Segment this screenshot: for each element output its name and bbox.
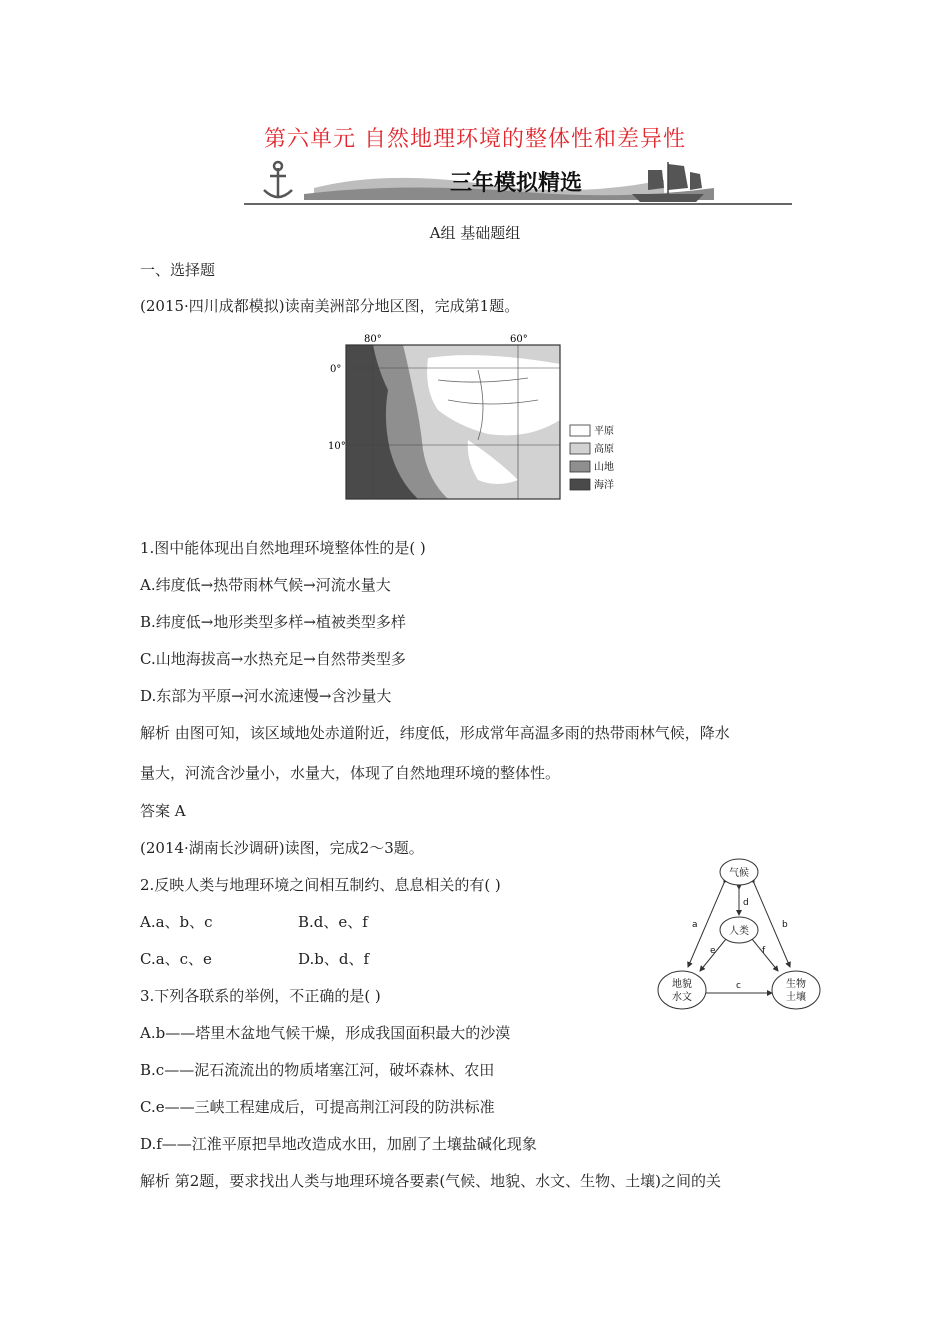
- group-heading: A组 基础题组: [429, 224, 521, 242]
- q2-option-c: C.a、c、e: [140, 950, 212, 968]
- arrow-label-f: f: [762, 946, 766, 956]
- lon-label-80: 80°: [364, 334, 382, 345]
- node-biology: 生物: [786, 979, 806, 990]
- q3-stem: 3.下列各联系的举例，不正确的是( ): [140, 987, 381, 1005]
- node-soil: 土壤: [786, 992, 806, 1003]
- q2-option-d: D.b、d、f: [298, 950, 370, 968]
- node-landform: 地貌: [672, 979, 692, 990]
- q1-option-a: A.纬度低→热带雨林气候→河流水量大: [140, 576, 391, 594]
- arrow-label-c: c: [736, 981, 741, 991]
- node-hydrology: 水文: [672, 992, 692, 1003]
- intro-text: (2015·四川成都模拟)读南美洲部分地区图，完成第1题。: [140, 297, 520, 315]
- q2-option-b: B.d、e、f: [298, 913, 368, 931]
- map-legend: [570, 425, 614, 491]
- section-heading: 一、选择题: [140, 261, 216, 279]
- q3-option-d: D.f——江淮平原把旱地改造成水田，加剧了土壤盐碱化现象: [140, 1135, 537, 1153]
- arrow-label-a: a: [692, 920, 698, 930]
- q2-stem: 2.反映人类与地理环境之间相互制约、息息相关的有( ): [140, 876, 501, 894]
- node-climate: 气候: [729, 868, 749, 879]
- ship-icon: [632, 162, 704, 202]
- anchor-icon: [264, 162, 292, 198]
- lat-label-10: 10°: [328, 441, 346, 452]
- q3-option-a: A.b——塔里木盆地气候干燥，形成我国面积最大的沙漠: [140, 1024, 511, 1042]
- intro-text-2: (2014·湖南长沙调研)读图，完成2～3题。: [140, 839, 424, 857]
- section-banner: [244, 158, 792, 206]
- q1-option-c: C.山地海拔高→水热充足→自然带类型多: [140, 650, 406, 668]
- q1-stem: 1.图中能体现出自然地理环境整体性的是( ): [140, 539, 426, 557]
- page-title: 第六单元 自然地理环境的整体性和差异性: [264, 127, 686, 152]
- banner-text: 三年模拟精选: [449, 171, 583, 196]
- legend-mountain: 山地: [594, 462, 614, 473]
- q1-analysis-line2: 量大，河流含沙量小，水量大，体现了自然地理环境的整体性。: [140, 764, 561, 782]
- legend-ocean: 海洋: [594, 480, 614, 491]
- q1-option-d: D.东部为平原→河水流速慢→含沙量大: [140, 687, 392, 705]
- arrow-label-e: e: [710, 946, 716, 956]
- node-human: 人类: [729, 926, 749, 937]
- human-environment-diagram: [654, 855, 824, 1015]
- south-america-map: [328, 330, 628, 505]
- q3-option-b: B.c——泥石流流出的物质堵塞江河，破坏森林、农田: [140, 1061, 495, 1079]
- arrow-label-b: b: [782, 920, 788, 930]
- legend-plateau: 高原: [594, 444, 614, 455]
- q1-option-b: B.纬度低→地形类型多样→植被类型多样: [140, 613, 406, 631]
- arrow-label-d: d: [743, 898, 749, 908]
- q2-option-a: A.a、b、c: [140, 913, 213, 931]
- q3-option-c: C.e——三峡工程建成后，可提高荆江河段的防洪标准: [140, 1098, 495, 1116]
- lon-label-60: 60°: [510, 334, 528, 345]
- lat-label-0: 0°: [330, 364, 342, 375]
- q1-analysis-line1: 解析 由图可知，该区域地处赤道附近，纬度低，形成常年高温多雨的热带雨林气候，降水: [140, 724, 730, 742]
- legend-plain: 平原: [594, 426, 614, 437]
- q3-analysis: 解析 第2题，要求找出人类与地理环境各要素(气候、地貌、水文、生物、土壤)之间的关: [140, 1172, 722, 1190]
- q1-answer: 答案 A: [140, 802, 186, 820]
